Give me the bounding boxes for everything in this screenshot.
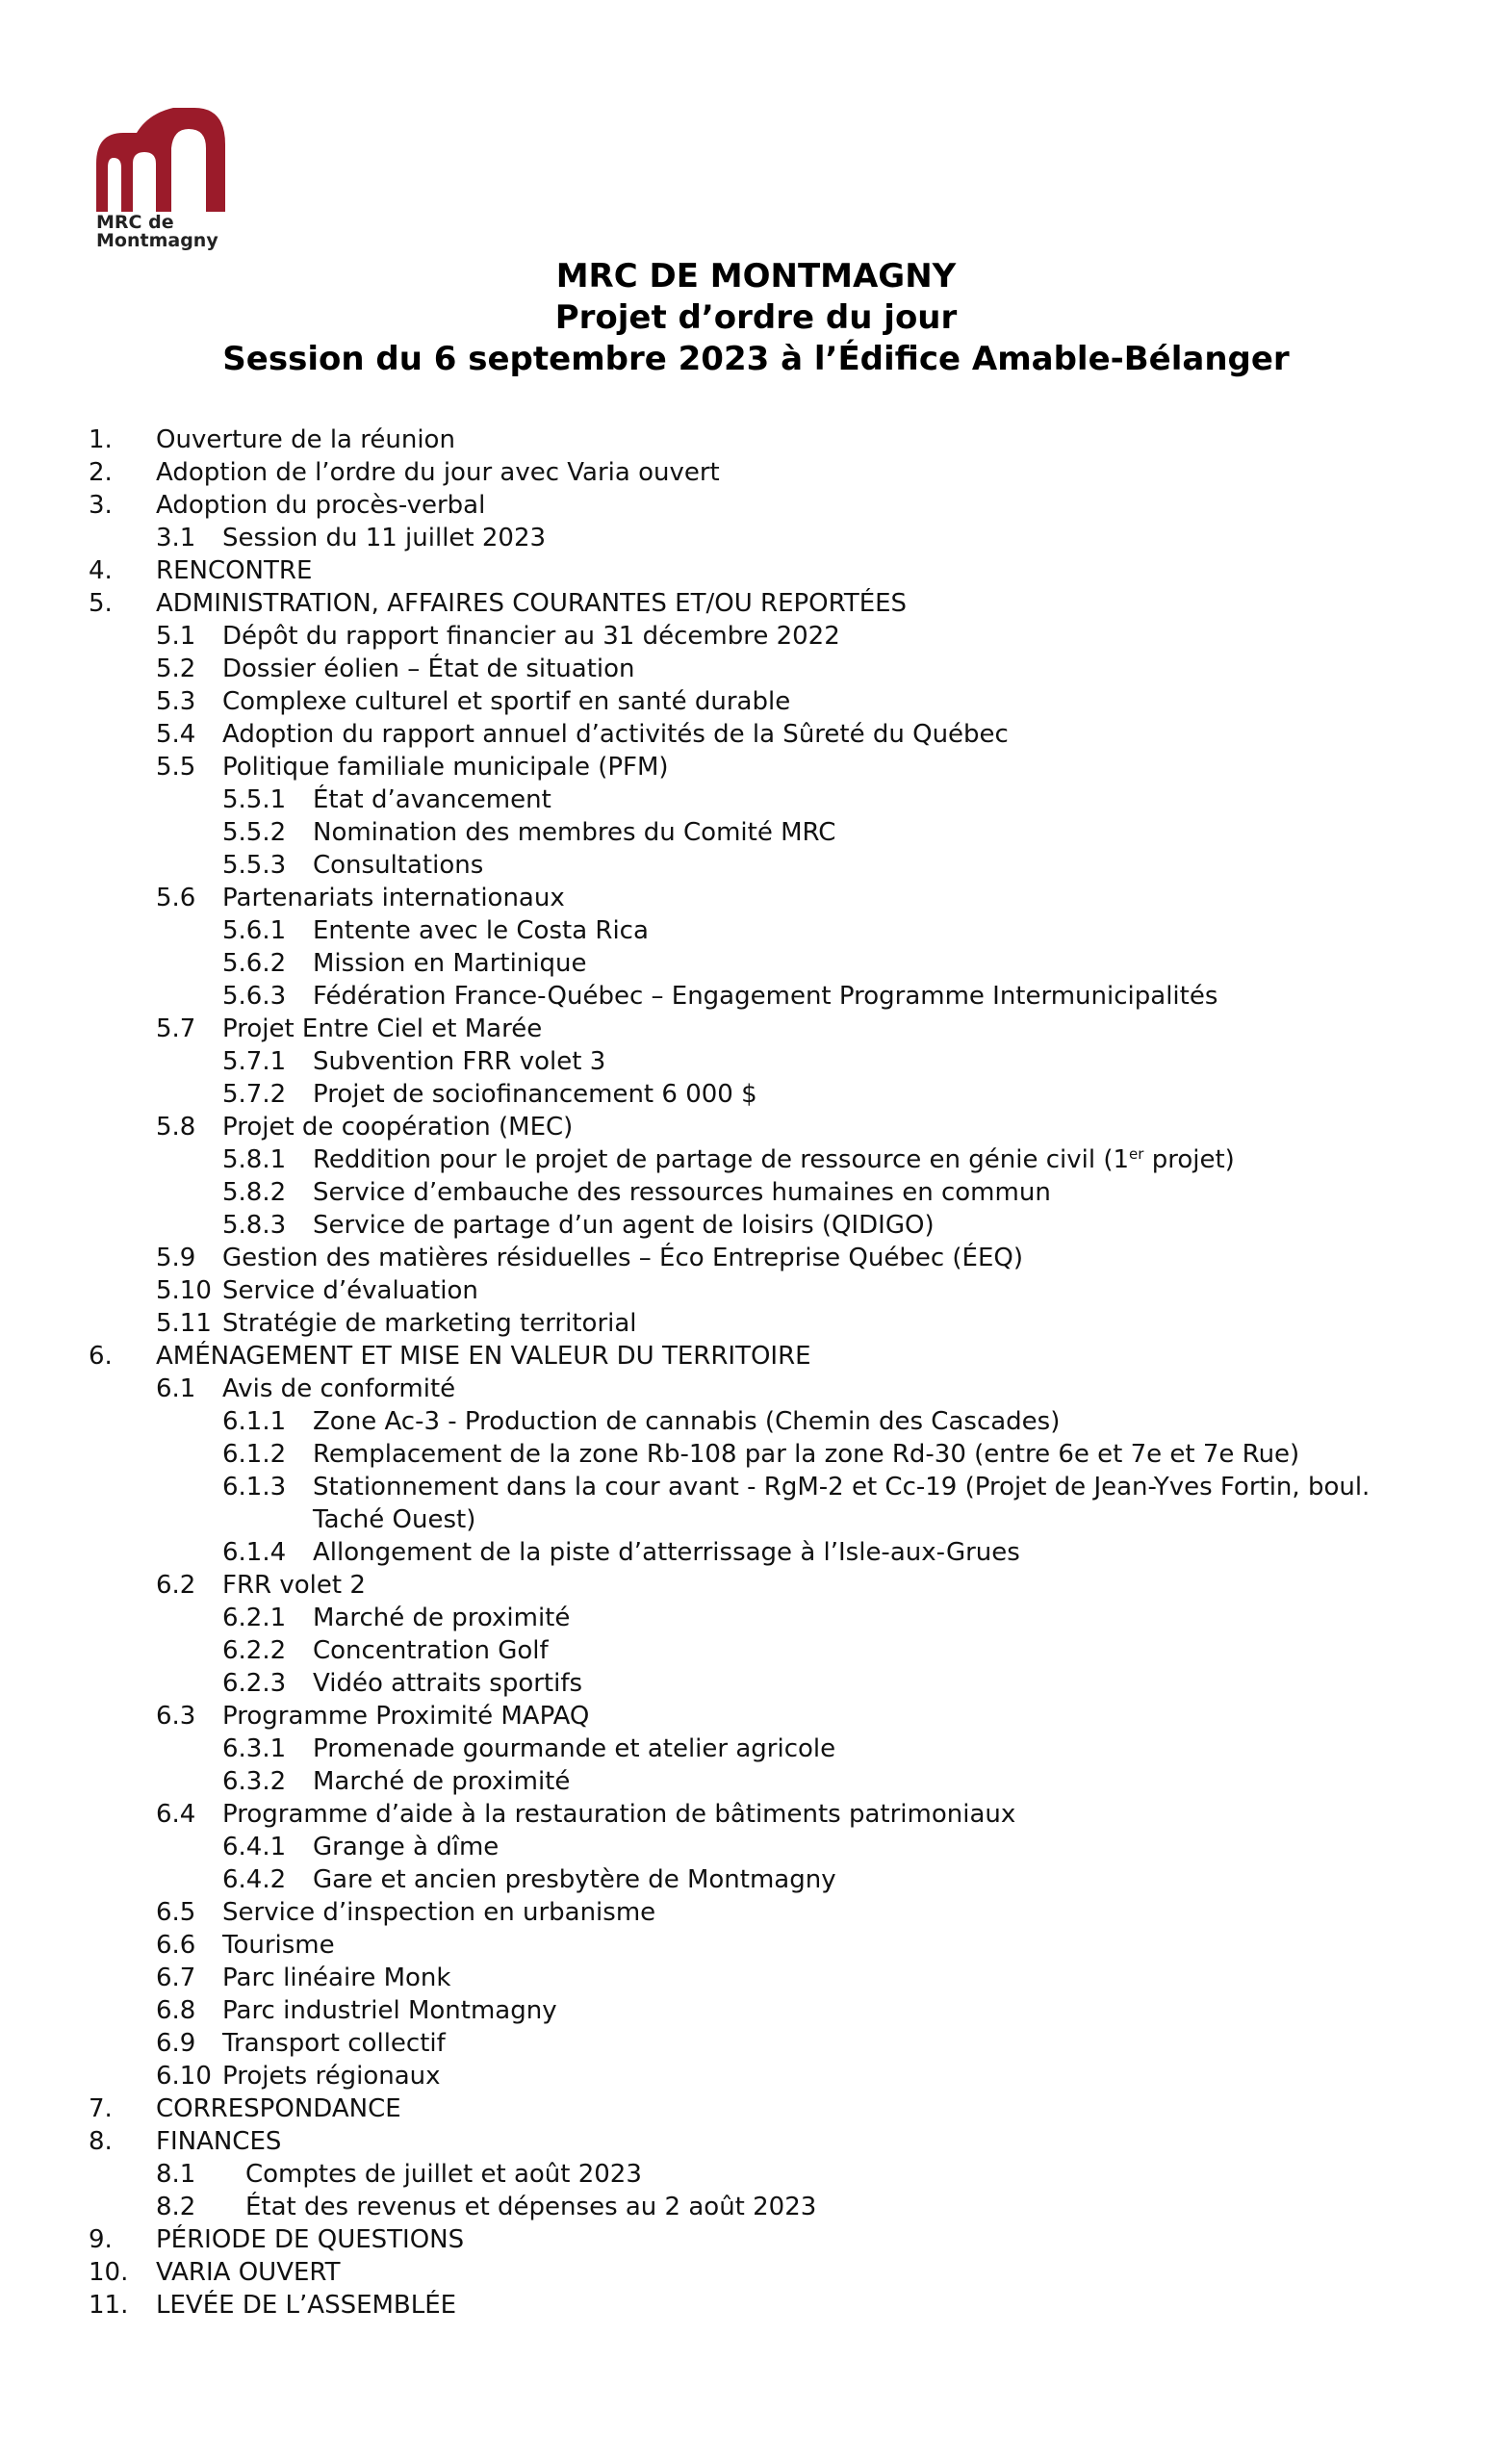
agenda-item-text: FINANCES [156, 2127, 282, 2156]
agenda-item [0, 2223, 1512, 2256]
agenda-item-text: Allongement de la piste d’atterrissage à l’Isle-aux-Grues [313, 1538, 1020, 1567]
agenda-item-number: 6.1.4 [222, 1538, 287, 1567]
agenda-item [0, 914, 1512, 947]
agenda-item-text: FRR volet 2 [222, 1571, 366, 1600]
agenda-item-text: Marché de proximité [313, 1767, 571, 1796]
agenda-item-number: 6.1.1 [222, 1407, 287, 1436]
agenda-item [0, 1013, 1512, 1045]
agenda-item [0, 2289, 1512, 2322]
mrc-logo [94, 106, 239, 260]
agenda-item-text: État d’avancement [313, 785, 551, 814]
agenda-item-text: Marché de proximité [313, 1604, 571, 1632]
agenda-item-text: Promenade gourmande et atelier agricole [313, 1734, 836, 1763]
agenda-item-text: Entente avec le Costa Rica [313, 916, 649, 945]
agenda-list [0, 424, 1512, 2322]
agenda-item-number: 6.3.2 [222, 1767, 287, 1796]
agenda-item [0, 1438, 1512, 1471]
agenda-item [0, 1732, 1512, 1765]
agenda-item [0, 1176, 1512, 1209]
agenda-item-number: 3. [89, 491, 113, 520]
agenda-item [0, 2256, 1512, 2289]
agenda-item [0, 1831, 1512, 1863]
agenda-item-number: 1. [89, 425, 113, 454]
agenda-item-text: Dossier éolien – État de situation [222, 654, 635, 683]
agenda-item [0, 1994, 1512, 2027]
agenda-item [0, 1143, 1512, 1176]
agenda-item-number: 6.4 [156, 1800, 196, 1829]
agenda-item [0, 1929, 1512, 1962]
agenda-item [0, 424, 1512, 456]
agenda-item-text: LEVÉE DE L’ASSEMBLÉE [156, 2291, 457, 2320]
agenda-item-text: Ouverture de la réunion [156, 425, 455, 454]
agenda-item-text: Subvention FRR volet 3 [313, 1047, 606, 1076]
agenda-item-text: Stratégie de marketing territorial [222, 1309, 637, 1338]
agenda-item-number: 5.8.3 [222, 1211, 287, 1240]
agenda-item-text: Service de partage d’un agent de loisirs (QIDIGO) [313, 1211, 935, 1240]
logo-line2: Montmagny [96, 230, 218, 251]
agenda-item-number: 8.2 [156, 2193, 196, 2221]
agenda-item [0, 751, 1512, 783]
agenda-item [0, 1962, 1512, 1994]
agenda-item-text: Projet Entre Ciel et Marée [222, 1014, 543, 1043]
agenda-item-number: 6.2.1 [222, 1604, 287, 1632]
agenda-item [0, 2158, 1512, 2191]
agenda-item-number: 6.1.3 [222, 1473, 287, 1502]
agenda-item-text: Projet de coopération (MEC) [222, 1113, 574, 1142]
agenda-item-number: 5.11 [156, 1309, 212, 1338]
agenda-item [0, 1667, 1512, 1700]
agenda-item [0, 1602, 1512, 1634]
agenda-item-number: 6.2 [156, 1571, 196, 1600]
session-title: Session du 6 septembre 2023 à l’Édifice Amable-Bélanger [222, 340, 1290, 378]
agenda-item-number: 5.3 [156, 687, 196, 716]
agenda-item-number: 5.5 [156, 753, 196, 782]
agenda-item [0, 816, 1512, 849]
agenda-item-number: 8. [89, 2127, 113, 2156]
agenda-item-number: 5.6.1 [222, 916, 287, 945]
agenda-item-number: 2. [89, 458, 113, 487]
agenda-item-number: 6.6 [156, 1931, 196, 1960]
agenda-item-text: VARIA OUVERT [156, 2258, 341, 2287]
agenda-item [0, 1274, 1512, 1307]
agenda-item-text: Comptes de juillet et août 2023 [245, 2160, 642, 2189]
agenda-item-number: 5.7.2 [222, 1080, 287, 1109]
agenda-item [0, 2060, 1512, 2092]
agenda-item-number: 8.1 [156, 2160, 196, 2189]
agenda-item-number: 5.8.2 [222, 1178, 287, 1207]
agenda-item-number: 6.5 [156, 1898, 196, 1927]
agenda-item-text: Adoption du rapport annuel d’activités de la Sûreté du Québec [222, 720, 1009, 749]
agenda-item-number: 6.1 [156, 1374, 196, 1403]
agenda-item-text: Partenariats internationaux [222, 884, 565, 912]
logo-line1: MRC de [96, 212, 174, 233]
agenda-item-number: 5.2 [156, 654, 196, 683]
agenda-item [0, 947, 1512, 980]
agenda-item-text: Dépôt du rapport financier au 31 décembre 2022 [222, 622, 840, 651]
agenda-item-number: 5.10 [156, 1276, 212, 1305]
agenda-item [0, 1405, 1512, 1438]
agenda-item [0, 1373, 1512, 1405]
arches-logo-icon [94, 106, 229, 212]
agenda-item [0, 653, 1512, 685]
agenda-item [0, 1765, 1512, 1798]
agenda-item [0, 1111, 1512, 1143]
agenda-item-number: 5.5.3 [222, 851, 287, 880]
agenda-item-text: Concentration Golf [313, 1636, 549, 1665]
agenda-item-number: 5.8 [156, 1113, 196, 1142]
agenda-item [0, 1634, 1512, 1667]
agenda-item-number: 5.1 [156, 622, 196, 651]
agenda-item-number: 5.5.1 [222, 785, 287, 814]
agenda-item-number: 4. [89, 556, 113, 585]
agenda-item-number: 11. [89, 2291, 129, 2320]
agenda-item [0, 1700, 1512, 1732]
agenda-item-text: Gestion des matières résiduelles – Éco Entreprise Québec (ÉEQ) [222, 1244, 1023, 1272]
agenda-item-number: 5.7 [156, 1014, 196, 1043]
agenda-item-text: Programme Proximité MAPAQ [222, 1702, 590, 1731]
agenda-item-text: ADMINISTRATION, AFFAIRES COURANTES ET/OU REPORTÉES [156, 589, 908, 618]
agenda-item [0, 522, 1512, 554]
agenda-item [0, 1798, 1512, 1831]
agenda-item-text: Mission en Martinique [313, 949, 587, 978]
agenda-item-text: Session du 11 juillet 2023 [222, 524, 547, 552]
agenda-item-text: Gare et ancien presbytère de Montmagny [313, 1865, 836, 1894]
agenda-item-text: Service d’embauche des ressources humaines en commun [313, 1178, 1051, 1207]
agenda-item-number: 6. [89, 1342, 113, 1371]
agenda-item-number: 6.1.2 [222, 1440, 287, 1469]
agenda-item [0, 685, 1512, 718]
agenda-item-text: Service d’inspection en urbanisme [222, 1898, 656, 1927]
agenda-item-text: Grange à dîme [313, 1833, 500, 1861]
agenda-item-number: 6.9 [156, 2029, 196, 2058]
agenda-item-text: Tourisme [222, 1931, 335, 1960]
agenda-item-number: 6.4.2 [222, 1865, 287, 1894]
agenda-item-text: Nomination des membres du Comité MRC [313, 818, 836, 847]
agenda-item [0, 1863, 1512, 1896]
agenda-item-number: 6.3.1 [222, 1734, 287, 1763]
agenda-item [0, 1471, 1512, 1536]
agenda-item-text: État des revenus et dépenses au 2 août 2023 [245, 2193, 817, 2221]
agenda-item-text: Stationnement dans la cour avant - RgM-2 et Cc-19 (Projet de Jean-Yves Fortin, boul. Taché Ouest) [313, 1473, 1371, 1534]
agenda-item [0, 1045, 1512, 1078]
agenda-item [0, 2125, 1512, 2158]
agenda-item-text-part: projet) [1143, 1145, 1235, 1174]
agenda-item [0, 1340, 1512, 1373]
agenda-item-text [313, 1143, 1235, 1176]
agenda-item-number: 5.6 [156, 884, 196, 912]
agenda-item-number: 6.2.2 [222, 1636, 287, 1665]
agenda-item [0, 1078, 1512, 1111]
agenda-item-number: 6.10 [156, 2062, 212, 2091]
document-header [0, 256, 1512, 380]
agenda-item-text: Remplacement de la zone Rb-108 par la zone Rd-30 (entre 6e et 7e et 7e Rue) [313, 1440, 1300, 1469]
agenda-item-number: 3.1 [156, 524, 196, 552]
agenda-item-text: Adoption du procès-verbal [156, 491, 486, 520]
agenda-item [0, 554, 1512, 587]
agenda-item-number: 5.8.1 [222, 1145, 287, 1174]
agenda-item-text: PÉRIODE DE QUESTIONS [156, 2225, 465, 2254]
agenda-item-text: Politique familiale municipale (PFM) [222, 753, 669, 782]
agenda-item [0, 1896, 1512, 1929]
agenda-item-number: 5.6.2 [222, 949, 287, 978]
agenda-item-text: Consultations [313, 851, 484, 880]
agenda-item [0, 2191, 1512, 2223]
agenda-item-number: 7. [89, 2094, 113, 2123]
agenda-item-text: Adoption de l’ordre du jour avec Varia ouvert [156, 458, 720, 487]
agenda-item-number: 5.5.2 [222, 818, 287, 847]
agenda-item-number: 6.4.1 [222, 1833, 287, 1861]
agenda-item-number: 5.6.3 [222, 982, 287, 1011]
agenda-item-text: Projet de sociofinancement 6 000 $ [313, 1080, 757, 1109]
agenda-item-number: 10. [89, 2258, 129, 2287]
agenda-item [0, 489, 1512, 522]
agenda-item-number: 9. [89, 2225, 113, 2254]
agenda-item-number: 5. [89, 589, 113, 618]
agenda-item-text: Parc industriel Montmagny [222, 1996, 557, 2025]
agenda-item [0, 1209, 1512, 1242]
agenda-item-text: Fédération France-Québec – Engagement Programme Intermunicipalités [313, 982, 1218, 1011]
agenda-item-number: 6.3 [156, 1702, 196, 1731]
agenda-item-text: Transport collectif [222, 2029, 446, 2058]
agenda-item-text: Programme d’aide à la restauration de bâtiments patrimoniaux [222, 1800, 1016, 1829]
agenda-item [0, 456, 1512, 489]
agenda-item [0, 1242, 1512, 1274]
agenda-item-text: Service d’évaluation [222, 1276, 478, 1305]
agenda-item [0, 849, 1512, 882]
agenda-item-text: Zone Ac-3 - Production de cannabis (Chemin des Cascades) [313, 1407, 1061, 1436]
agenda-item-number: 6.8 [156, 1996, 196, 2025]
agenda-item-text: Vidéo attraits sportifs [313, 1669, 583, 1698]
agenda-item-text: AMÉNAGEMENT ET MISE EN VALEUR DU TERRITOIRE [156, 1342, 811, 1371]
agenda-item [0, 2092, 1512, 2125]
superscript: er [1129, 1145, 1144, 1163]
agenda-item-text-part: Reddition pour le projet de partage de ressource en génie civil (1 [313, 1145, 1130, 1174]
agenda-item-number: 5.4 [156, 720, 196, 749]
agenda-item [0, 2027, 1512, 2060]
agenda-item [0, 587, 1512, 620]
agenda-item-text: Projets régionaux [222, 2062, 441, 2091]
agenda-item-text: Complexe culturel et sportif en santé durable [222, 687, 791, 716]
agenda-item-text: RENCONTRE [156, 556, 313, 585]
agenda-item-number: 6.7 [156, 1964, 196, 1992]
agenda-item [0, 882, 1512, 914]
agenda-item [0, 620, 1512, 653]
agenda-item [0, 1569, 1512, 1602]
agenda-item-text: Avis de conformité [222, 1374, 456, 1403]
agenda-item-number: 6.2.3 [222, 1669, 287, 1698]
agenda-item [0, 783, 1512, 816]
agenda-item-text: CORRESPONDANCE [156, 2094, 401, 2123]
agenda-item [0, 1536, 1512, 1569]
organization-name: MRC DE MONTMAGNY [555, 257, 957, 295]
agenda-item [0, 1307, 1512, 1340]
agenda-item-number: 5.9 [156, 1244, 196, 1272]
agenda-item-number: 5.7.1 [222, 1047, 287, 1076]
agenda-item [0, 980, 1512, 1013]
document-title: Projet d’ordre du jour [554, 298, 958, 337]
agenda-item [0, 718, 1512, 751]
agenda-item-text: Parc linéaire Monk [222, 1964, 451, 1992]
